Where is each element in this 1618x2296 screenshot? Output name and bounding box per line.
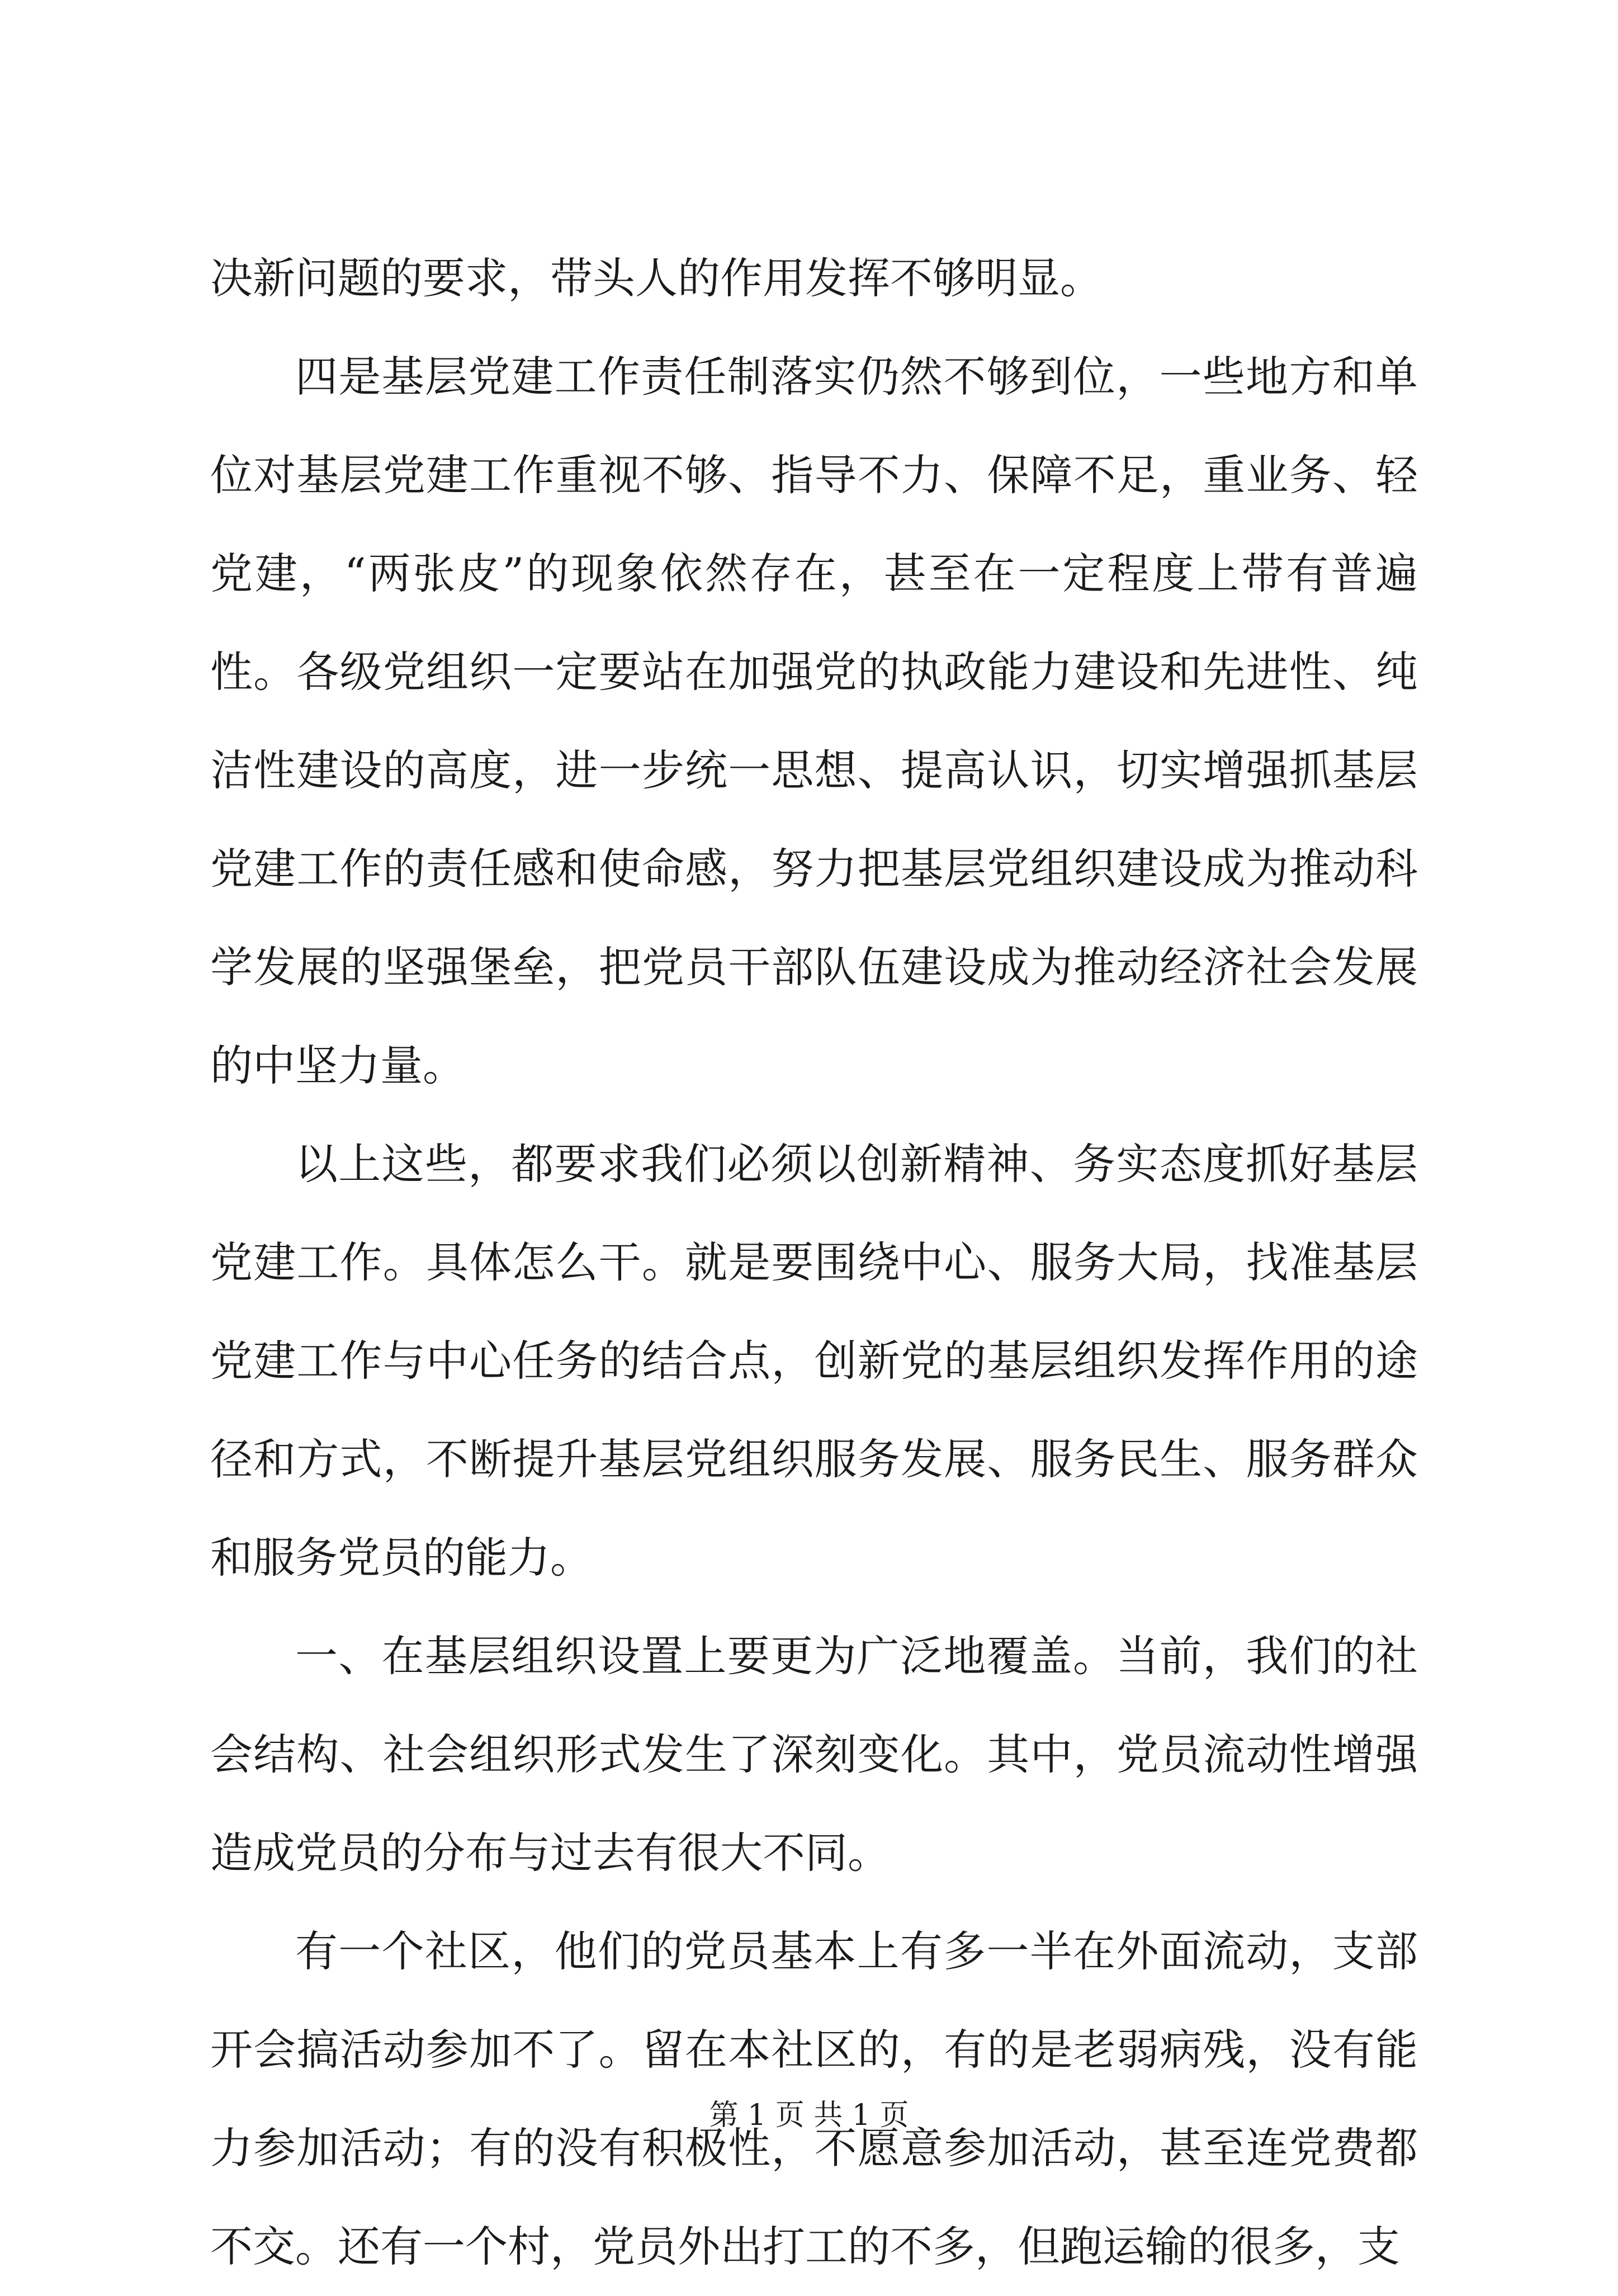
paragraph-organization-coverage: 一、在基层组织设置上要更为广泛地覆盖。当前，我们的社会结构、社会组织形式发生了深刻变化。其中，党员流动性增强造成党员的分布与过去有很大不同。 [210, 1631, 1418, 1878]
paragraph-innovation-requirement: 以上这些，都要求我们必须以创新精神、务实态度抓好基层党建工作。具体怎么干。就是要围绕中心、服务大局，找准基层党建工作与中心任务的结合点，创新党的基层组织发挥作用的途径和方式，不断提升基层党组织服务发展、服务民生、服务群众和服务党员的能力。 [210, 1139, 1418, 1582]
paragraph-continuation: 决新问题的要求，带头人的作用发挥不够明显。 [210, 253, 1103, 303]
paragraph-party-building-responsibility: 四是基层党建工作责任制落实仍然不够到位，一些地方和单位对基层党建工作重视不够、指导不力、保障不足，重业务、轻党建，“两张皮”的现象依然存在，甚至在一定程度上带有普遍性。各级党组织一定要站在加强党的执政能力建设和先进性、纯洁性建设的高度，进一步统一思想、提高认识，切实增强抓基层党建工作的责任感和使命感，努力把基层党组织建设成为推动科学发展的坚强堡垒，把党员干部队伍建设成为推动经济社会发展的中坚力量。 [210, 352, 1418, 1090]
paragraph-community-example: 有一个社区，他们的党员基本上有多一半在外面流动，支部开会搞活动参加不了。留在本社区的，有的是老弱病残，没有能力参加活动；有的没有积极性，不愿意参加活动，甚至连党费都不交。还有一个村，党员外出打工的不多，但跑运输的很多，支 [210, 1926, 1418, 2271]
document-body [210, 229, 1418, 2296]
page-footer: 第 1 页 共 1 页 [709, 2099, 909, 2132]
